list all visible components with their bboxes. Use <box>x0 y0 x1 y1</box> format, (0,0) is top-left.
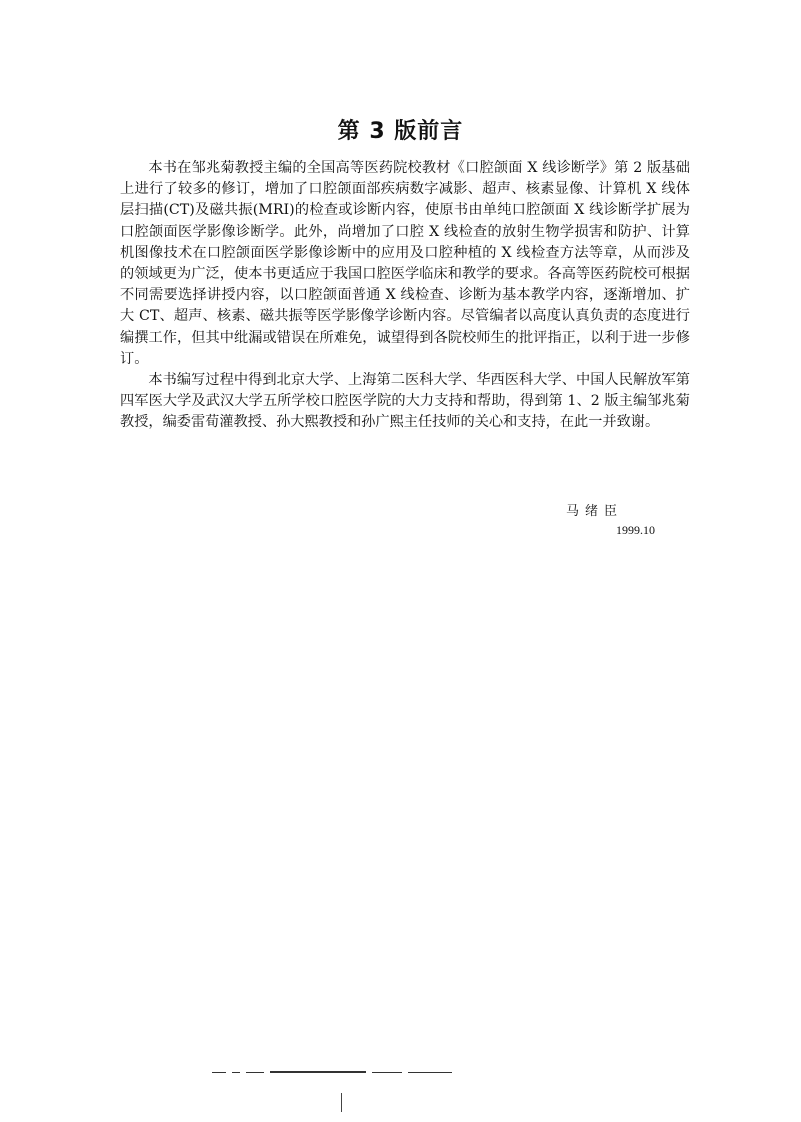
author-signature: 马绪臣 <box>566 504 624 519</box>
signature-date: 1999.10 <box>616 523 655 537</box>
scan-artifact-line <box>212 1071 452 1075</box>
preface-body <box>120 158 690 434</box>
paragraph-1: 本书在邹兆菊教授主编的全国高等医药院校教材《口腔颌面 X 线诊断学》第 2 版基础上进行了较多的修订，增加了口腔颌面部疾病数字减影、超声、核素显像、计算机 X 线体层扫描(CT)及磁共振(MRI)的检查或诊断内容，使原书由单纯口腔颌面 X 线诊断学扩展为口腔颌面医学影像诊断学。此外，尚增加了口腔 X 线检查的放射生物学损害和防护、计算机图像技术在口腔颌面医学影像诊断中的应用及口腔种植的 X 线检查方法等章，从而涉及的领域更为广泛，使本书更适应于我国口腔医学临床和教学的要求。各高等医药院校可根据不同需要选择讲授内容，以口腔颌面普通 X 线检查、诊断为基本教学内容，逐渐增加、扩大 CT、超声、核素、磁共振等医学影像学诊断内容。尽管编者以高度认真负责的态度进行编撰工作，但其中纰漏或错误在所难免，诚望得到各院校师生的批评指正，以利于进一步修订。 <box>120 160 690 367</box>
paragraph-2: 本书编写过程中得到北京大学、上海第二医科大学、华西医科大学、中国人民解放军第四军医大学及武汉大学五所学校口腔医学院的大力支持和帮助，得到第 1、2 版主编邹兆菊教授，编委雷荀灌教授、孙大熙教授和孙广熙主任技师的关心和支持，在此一并致谢。 <box>120 372 690 431</box>
spine-mark <box>341 1093 342 1112</box>
page-title: 第 3 版前言 <box>337 119 464 144</box>
